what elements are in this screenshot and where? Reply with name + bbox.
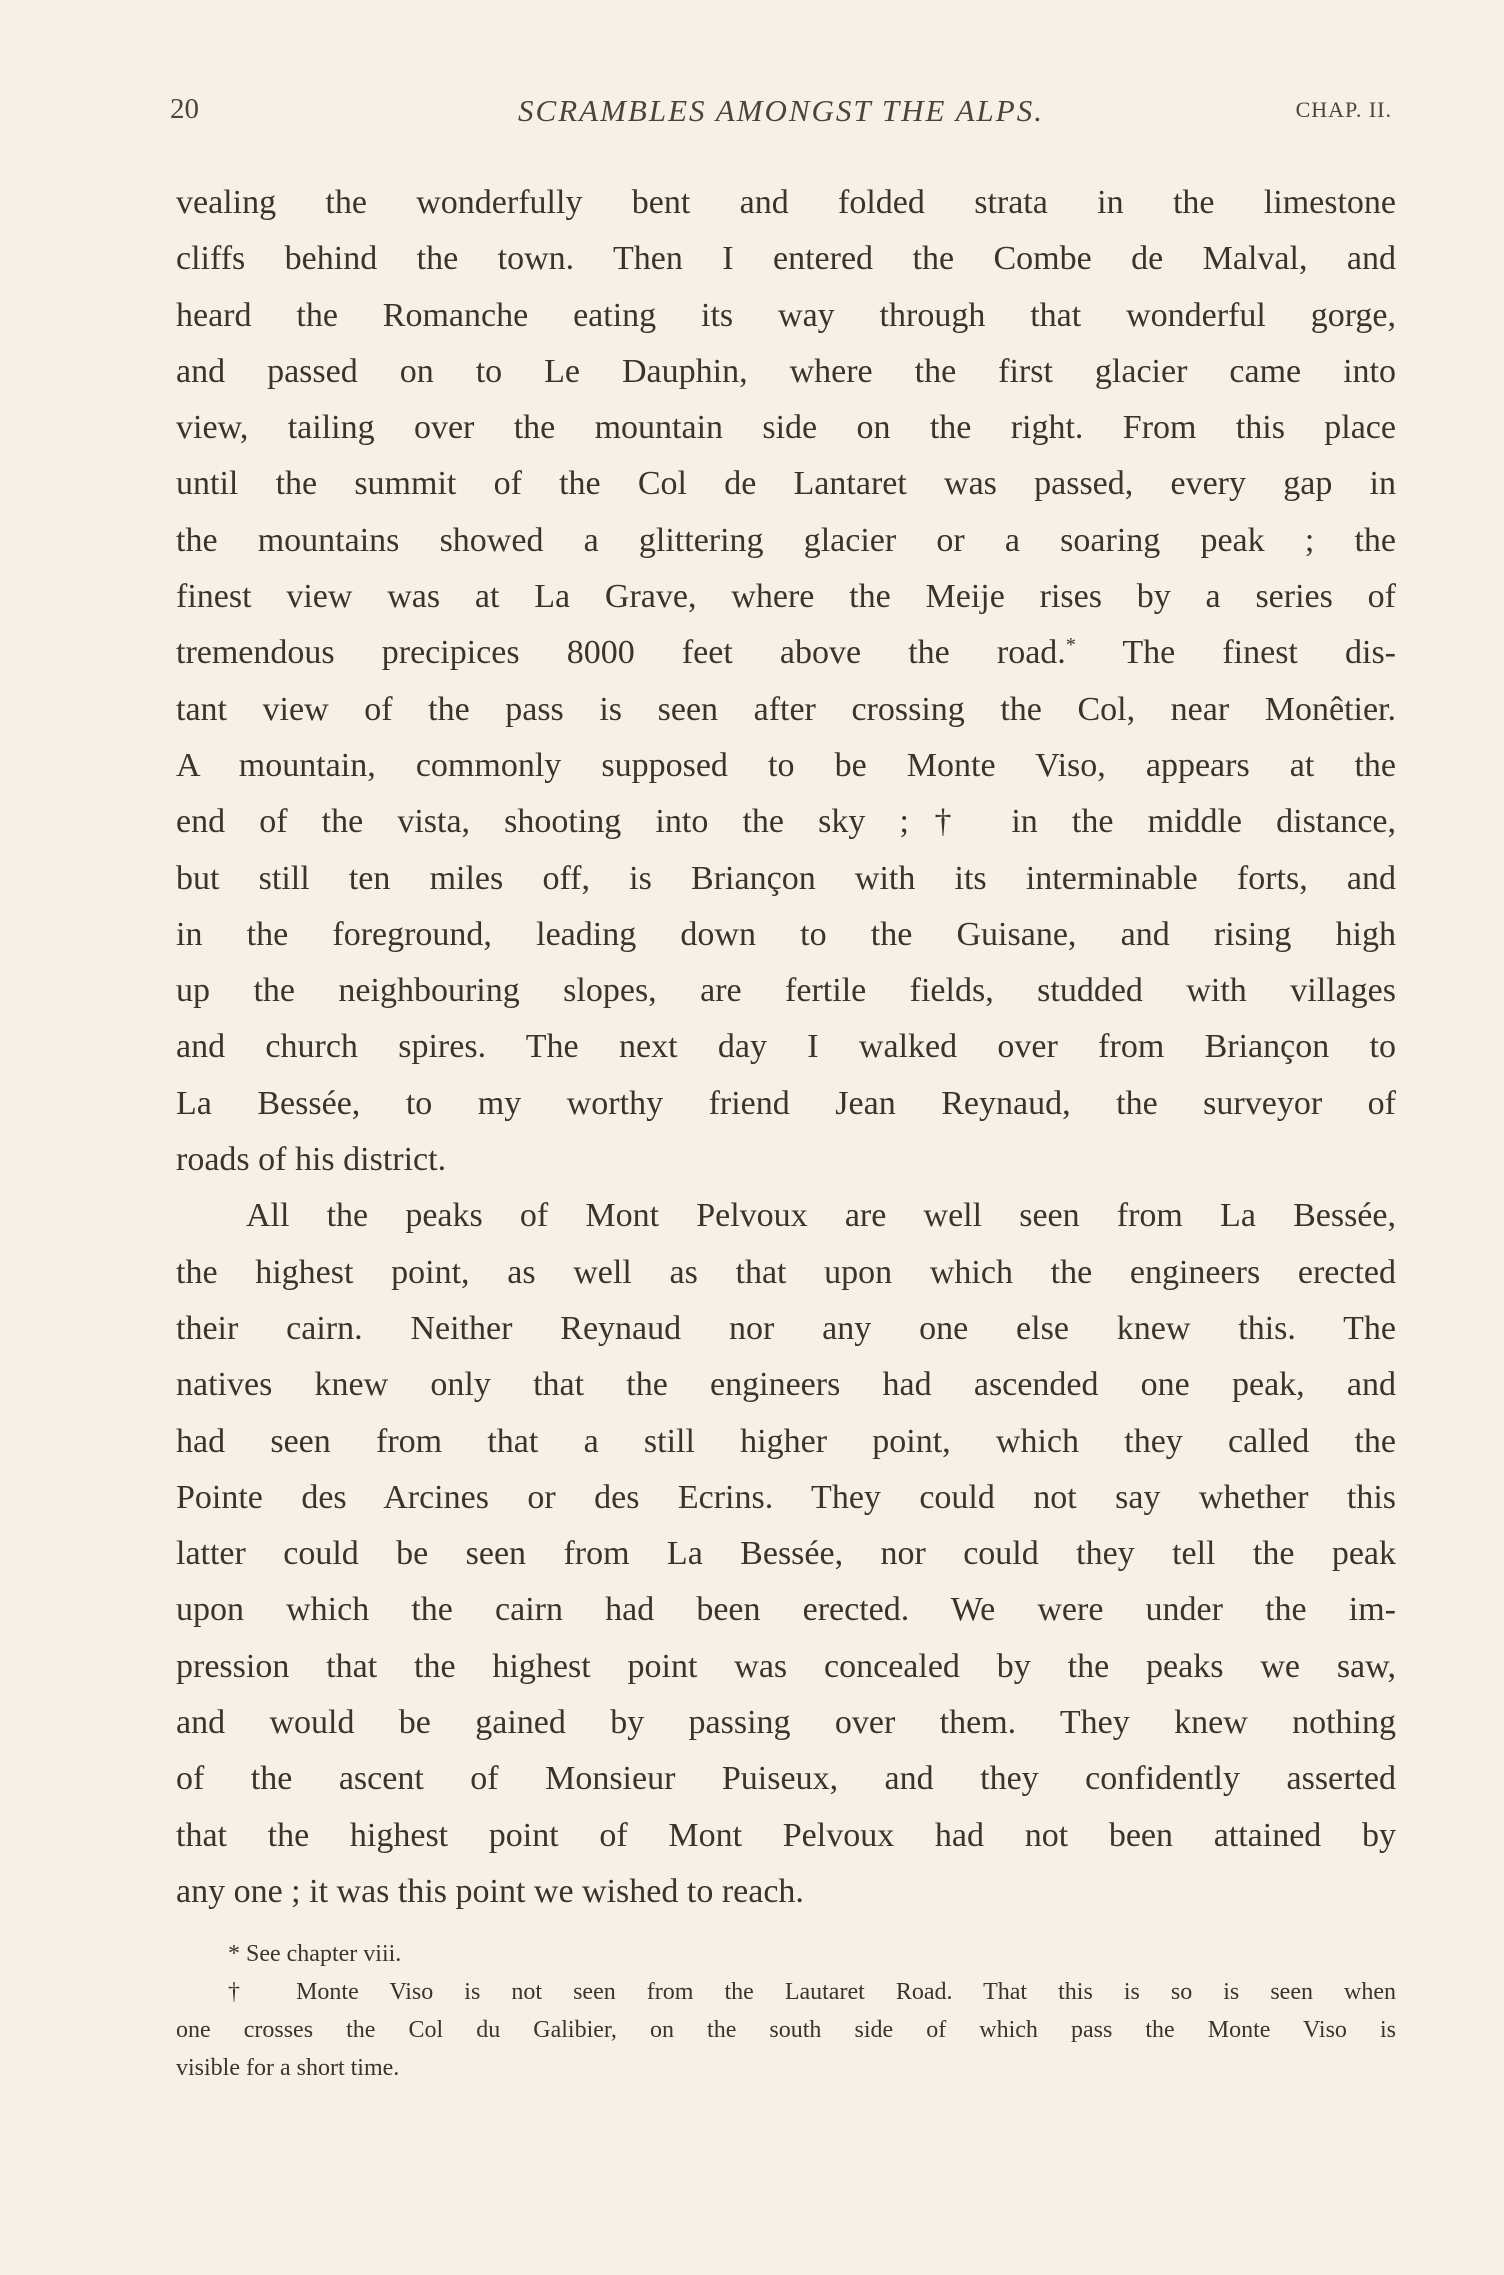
- text-line: cliffs behind the town. Then I entered the Combe de Malval, and: [176, 240, 1396, 278]
- chapter-reference: CHAP. II.: [1295, 97, 1392, 122]
- text-line-segment: end of the vista, shooting into the sky ;: [176, 803, 909, 841]
- text-line: [176, 794, 1396, 850]
- text-line: and would be gained by passing over them. They knew nothing: [176, 1704, 1396, 1742]
- text-line: but still ten miles off, is Briançon with its interminable forts, and: [176, 859, 1396, 897]
- text-line: and church spires. The next day I walked over from Briançon to: [176, 1028, 1396, 1066]
- text-line: and passed on to Le Dauphin, where the first glacier came into: [176, 352, 1396, 390]
- footnote-2-line: † Monte Viso is not seen from the Lautaret Road. That this is so is seen when: [228, 1979, 1396, 2005]
- text-line: heard the Romanche eating its way through that wonderful gorge,: [176, 296, 1396, 334]
- text-line: of the ascent of Monsieur Puiseux, and they confidently asserted: [176, 1760, 1396, 1798]
- text-line-segment: in the middle distance,: [1011, 803, 1397, 841]
- text-line: roads of his district.: [176, 1141, 447, 1179]
- running-head: [170, 93, 1392, 133]
- text-line: natives knew only that the engineers had ascended one peak, and: [176, 1366, 1396, 1404]
- text-line: tant view of the pass is seen after crossing the Col, near Monêtier.: [176, 690, 1396, 728]
- text-line: the highest point, as well as that upon which the engineers erected: [176, 1253, 1396, 1291]
- text-line: A mountain, commonly supposed to be Monte Viso, appears at the: [176, 746, 1396, 784]
- text-line: their cairn. Neither Reynaud nor any one else knew this. The: [176, 1309, 1396, 1347]
- footnote-mark-dagger: †: [908, 803, 978, 841]
- text-line: pression that the highest point was concealed by the peaks we saw,: [176, 1647, 1396, 1685]
- text-line: any one ; it was this point we wished to reach.: [176, 1872, 804, 1910]
- text-line: in the foreground, leading down to the Guisane, and rising high: [176, 915, 1396, 953]
- footnote-2-line: visible for a short time.: [176, 2055, 400, 2081]
- footnote-1: * See chapter viii.: [228, 1941, 402, 1967]
- page-number: 20: [170, 93, 199, 125]
- text-line: had seen from that a still higher point, which they called the: [176, 1422, 1396, 1460]
- text-line: La Bessée, to my worthy friend Jean Reynaud, the surveyor of: [176, 1084, 1396, 1122]
- text-line: upon which the cairn had been erected. We were under the im-: [176, 1591, 1396, 1629]
- text-line: [176, 625, 1396, 681]
- footnotes: [176, 1935, 1396, 2087]
- body-text: [176, 175, 1396, 1920]
- text-line: up the neighbouring slopes, are fertile fields, studded with villages: [176, 972, 1396, 1010]
- text-line: view, tailing over the mountain side on the right. From this place: [176, 409, 1396, 447]
- text-line: vealing the wonderfully bent and folded strata in the limestone: [176, 184, 1396, 221]
- footnote-2-line: one crosses the Col du Galibier, on the south side of which pass the Monte Viso is: [176, 2017, 1396, 2043]
- text-line-segment: tremendous precipices 8000 feet above the road.: [176, 634, 1066, 672]
- text-line-segment: The finest dis-: [1122, 634, 1397, 672]
- text-line: the mountains showed a glittering glacier or a soaring peak ; the: [176, 521, 1396, 559]
- text-line: latter could be seen from La Bessée, nor could they tell the peak: [176, 1535, 1396, 1573]
- text-line: All the peaks of Mont Pelvoux are well seen from La Bessée,: [246, 1197, 1396, 1235]
- book-title: SCRAMBLES AMONGST THE ALPS.: [518, 93, 1044, 128]
- text-line: finest view was at La Grave, where the Meije rises by a series of: [176, 578, 1396, 616]
- text-line: that the highest point of Mont Pelvoux had not been attained by: [176, 1816, 1396, 1854]
- footnote-mark-asterisk: *: [1065, 634, 1076, 657]
- text-line: until the summit of the Col de Lantaret was passed, every gap in: [176, 465, 1396, 503]
- text-line: Pointe des Arcines or des Ecrins. They could not say whether this: [176, 1478, 1396, 1516]
